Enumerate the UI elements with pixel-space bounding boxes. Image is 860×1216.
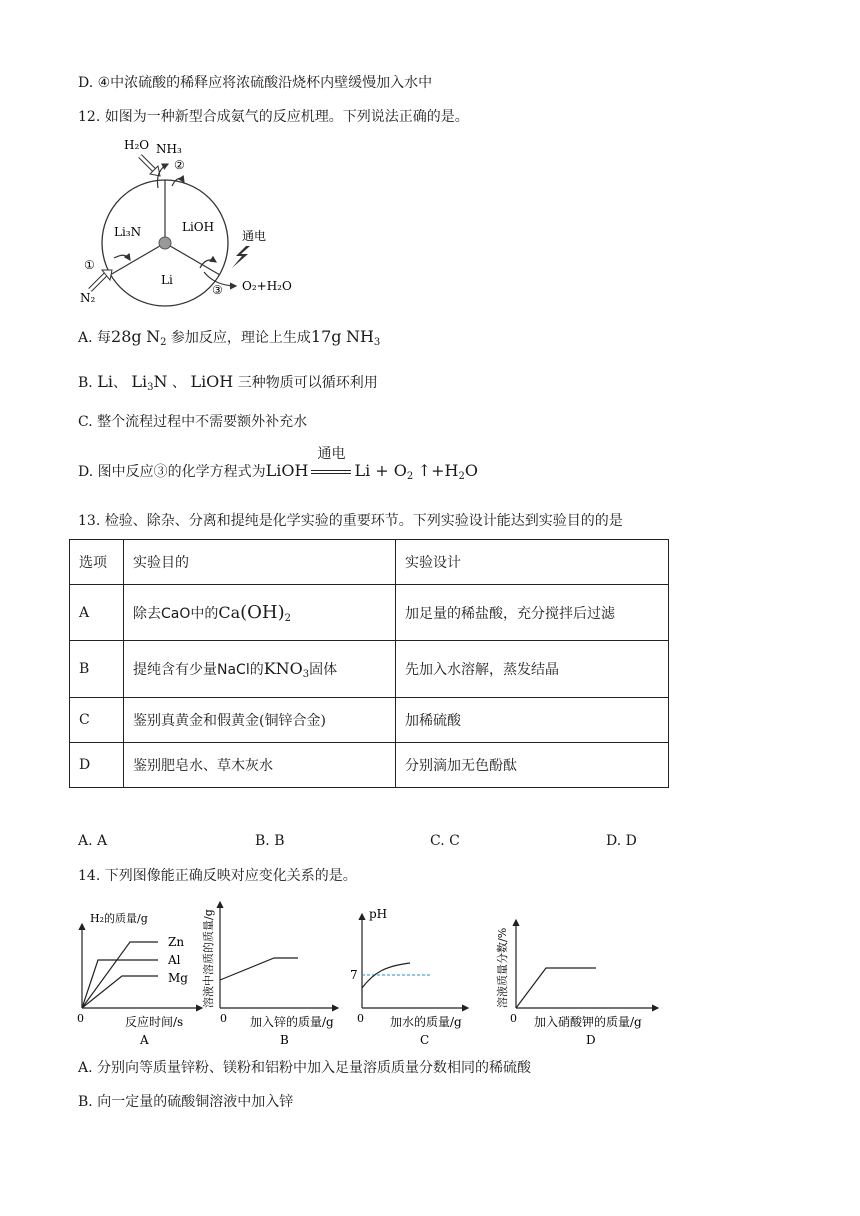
q12d-rhs2: +H [431, 461, 459, 480]
table-row [70, 585, 669, 641]
q12-option-c: C. 整个流程过程中不需要额外补充水 [78, 414, 308, 430]
graph-a-series-mg: Mg [168, 971, 188, 985]
table-row [70, 641, 669, 698]
q13-answer-b: B. B [255, 833, 285, 849]
graph-a-ylabel: H₂的质量/g [90, 912, 148, 925]
q12b-post: 三种物质可以循环利用 [237, 375, 378, 391]
graph-b [201, 902, 338, 1047]
q12b-sep1: 、 [112, 375, 127, 391]
row-b-option: B [70, 641, 124, 698]
q12b-li3n: Li [131, 372, 148, 391]
q12a-n2sub: 2 [160, 337, 167, 348]
header-design: 实验设计 [396, 540, 669, 585]
label-c1: ① [84, 258, 95, 272]
label-lioh: LiOH [182, 220, 215, 234]
row-a-goal [124, 585, 396, 641]
row-b-goal-nacl: NaCl [217, 662, 250, 678]
label-n2: N₂ [80, 291, 96, 305]
q12d-h2sub: 2 [458, 471, 465, 482]
header-option: 选项 [70, 540, 124, 585]
row-a-goal-mid: 中的 [190, 606, 219, 622]
graph-c-xlabel: 加水的质量/g [390, 1015, 462, 1029]
label-c2: ② [174, 158, 185, 172]
row-a-option: A [70, 585, 124, 641]
label-nh3: NH₃ [156, 142, 182, 156]
q13-table [69, 539, 669, 788]
row-a-goal-ca: Ca [218, 603, 241, 622]
label-tongdian: 通电 [242, 229, 267, 243]
q12d-o2sub: 2 [406, 471, 414, 482]
graph-b-origin: 0 [220, 1012, 227, 1025]
divider-left [110, 243, 165, 275]
q12a-mid: 参加反应，理论上生成 [170, 330, 311, 346]
graph-d-ylabel: 溶液质量分数/% [496, 927, 509, 1008]
q12a-pre: A. 每 [78, 330, 112, 346]
table-header-row [70, 540, 669, 585]
q12-option-d [78, 446, 478, 482]
label-o2h2o: O₂+H₂O [242, 279, 292, 293]
graph-a-series-al: Al [168, 953, 181, 967]
reaction-condition [311, 446, 351, 482]
q12d-rhs1: Li + O [354, 461, 407, 480]
q12a-m2: 17g [310, 327, 342, 346]
graph-b-line [220, 958, 298, 980]
graph-a-xlabel: 反应时间/s [125, 1015, 184, 1029]
q12a-n2: N [146, 327, 161, 346]
row-b-goal-post: 固体 [309, 662, 338, 678]
q13-answer-c: C. C [430, 833, 460, 849]
graph-c-ylabel: pH [369, 907, 388, 921]
q12d-lhs: LiOH [265, 461, 309, 480]
q12b-li3nsub: 3 [147, 382, 154, 393]
q12b-li: Li [97, 372, 113, 391]
label-li3n: Li₃N [114, 225, 142, 239]
divider-right [165, 243, 220, 275]
graph-d-xlabel: 加入硝酸钾的质量/g [534, 1015, 642, 1029]
row-b-goal-kno: KNO [263, 659, 303, 678]
row-b-goal [124, 641, 396, 698]
graph-a-series-zn: Zn [168, 935, 185, 949]
graph-b-xlabel: 加入锌的质量/g [250, 1015, 334, 1029]
graph-a-origin: 0 [77, 1012, 84, 1025]
graph-d-line [516, 968, 596, 1008]
row-d-design: 分别滴加无色酚酞 [396, 743, 669, 788]
graph-a [77, 911, 202, 1047]
q12b-sep2: 、 [171, 375, 186, 391]
row-d-option: D [70, 743, 124, 788]
center-dot [159, 237, 171, 249]
graph-b-caption: B [280, 1033, 289, 1047]
graph-c-caption: C [420, 1033, 430, 1047]
graph-b-ylabel: 溶液中溶质的质量/g [202, 909, 215, 1008]
q12a-nh3: NH [345, 327, 374, 346]
graph-c [350, 907, 468, 1047]
row-a-goal-pre: 除去 [133, 606, 161, 622]
row-d-goal: 鉴别肥皂水、草木灰水 [124, 743, 396, 788]
q14-option-a: A. 分别向等质量锌粉、镁粉和铝粉中加入足量溶质质量分数相同的稀硫酸 [78, 1060, 532, 1076]
graph-c-origin: 0 [357, 1012, 364, 1025]
q12a-nh3sub: 3 [373, 337, 381, 348]
q14-option-b: B. 向一定量的硫酸铜溶液中加入锌 [78, 1094, 294, 1110]
row-a-design: 加足量的稀盐酸，充分搅拌后过滤 [396, 585, 669, 641]
graph-d-caption: D [586, 1033, 596, 1047]
q12d-pre: D. 图中反应③的化学方程式为 [78, 464, 266, 480]
row-b-goal-pre: 提纯含有少量 [133, 662, 217, 678]
label-c3: ③ [212, 283, 223, 297]
q12-stem: 12. 如图为一种新型合成氨气的反应机理。下列说法正确的是。 [78, 109, 469, 125]
row-c-goal: 鉴别真黄金和假黄金(铜锌合金) [124, 698, 396, 743]
q12a-m1: 28g [111, 327, 142, 346]
row-a-goal-oh: (OH) [240, 602, 285, 623]
q14-stem: 14. 下列图像能正确反映对应变化关系的是。 [78, 868, 357, 884]
q12-reaction-diagram [76, 136, 306, 308]
q12-option-b [78, 372, 378, 393]
q14-graphs [70, 896, 670, 1048]
lightning-icon [232, 246, 250, 268]
row-b-goal-sub: 3 [302, 669, 310, 680]
graph-d [495, 920, 658, 1047]
header-goal: 实验目的 [124, 540, 396, 585]
row-b-goal-mid: 的 [249, 662, 264, 678]
graph-a-caption: A [140, 1033, 149, 1047]
series-al [82, 960, 158, 1008]
graph-c-tick7: 7 [350, 968, 358, 982]
q13-stem: 13. 检验、除杂、分离和提纯是化学实验的重要环节。下列实验设计能达到实验目的的是 [78, 513, 623, 529]
row-a-goal-sub: 2 [284, 613, 292, 624]
q12d-rhs3: O [464, 461, 478, 480]
label-h2o: H₂O [124, 138, 150, 152]
table-row [70, 698, 669, 743]
q12-option-a [78, 327, 380, 348]
q12d-arrow: ↑ [417, 461, 432, 480]
q13-answer-a: A. A [78, 833, 108, 849]
row-b-design: 先加入水溶解，蒸发结晶 [396, 641, 669, 698]
q12b-li3n-n: N [153, 372, 168, 391]
q12b-lioh: LiOH [190, 372, 234, 391]
row-c-option: C [70, 698, 124, 743]
q13-answer-d: D. D [606, 833, 637, 849]
q12d-cond: 通电 [317, 446, 346, 462]
graph-d-origin: 0 [510, 1012, 517, 1025]
label-li: Li [161, 273, 173, 287]
row-c-design: 加稀硫酸 [396, 698, 669, 743]
table-row [70, 743, 669, 788]
q12b-pre: B. [78, 375, 93, 391]
row-a-goal-cao: CaO [161, 606, 191, 622]
q11-option-d: D. ④中浓硫酸的稀释应将浓硫酸沿烧杯内壁缓慢加入水中 [78, 75, 433, 91]
